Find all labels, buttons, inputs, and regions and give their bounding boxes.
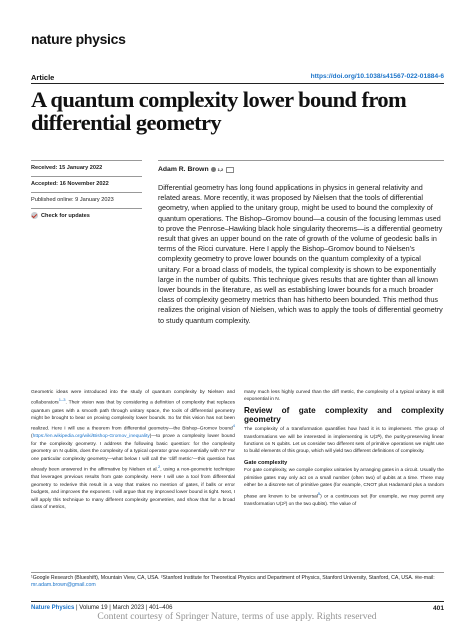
meta-divider <box>31 160 142 161</box>
citation[interactable]: 4 <box>232 423 235 429</box>
footer-rule <box>31 601 444 602</box>
footnote-divider <box>31 572 444 573</box>
published-date: Published online: 9 January 2023 <box>31 197 114 203</box>
journal-footer: Nature Physics | Volume 19 | March 2023 | 401–406 <box>31 605 173 611</box>
abstract: Differential geometry has long found applications in physics in general relativity and related areas. More recently, it was proposed by Nielsen that the tools of differential geometry, when applied to the unitary group, might be used to bound the complexity of quantum operations. The Bishop–Gromov bound—a cousin of the focusing lemmas used to prove the Penrose–Hawking black hole singularity theorems—is a differential geometry result that gives an upper bound on the rate of growth of the volume of geodesic balls in terms of the Ricci curvature. Here I apply the Bishop–Gromov bound to Nielsen’s complexity geometry to prove lower bounds on the quantum complexity of a typical unitary. For a broad class of models, the typical complexity is shown to be exponentially large in the number of qubits. This technique gives results that are tighter than all known lower bounds in the literature, as well as establishing lower bounds for a much broader class of complexity geometry metrics than has hitherto been bounded. This method thus realizes the original vision of Nielsen, which was to apply the tools of differential geometry to study quantum complexity. <box>158 183 443 325</box>
body-paragraph: For gate complexity, we compile complex unitaries by arranging gates in a circuit. Usually the primitive gates may only act on a small number (often two) of qubits at a time. There may either be a discrete set of primitive gates (for example, CNOT plus Hadamard plus a random phase are known to be universal$^5$) or a continuous set (for example, we may permit any transformation U(2²) on the two qubits). The value of <box>244 468 444 507</box>
body-column-left <box>31 389 235 512</box>
orcid-icon[interactable] <box>211 167 216 172</box>
affiliation-footnote: ¹Google Research (Blueshift), Mountain View, CA, USA. ²Stanford Institute for Theoretical Physics and Department of Physics, Stanford University, Stanford, CA, USA. ✉e-mail: mr.adam.brown@gmail.com <box>31 575 435 589</box>
body-paragraph: Geometric ideas were introduced into the study of quantum complexity by Nielsen and collaborators$^{1-3}$. Their vision was that by considering a definition of complexity that replaces quantum gates with a smooth path through unitary space, the tools of differential geometry might be brought to bear on proving complexity lower bounds. So far this vision has not been realized. Here I will use a theorem from differential geometry—the Bishop–Gromov bound$^4$ (https://en.wikipedia.org/wiki/Bishop-Gromov_inequality)—to prove a complexity lower bound for the complexity geometry. I address the following basic question: for the complexity geometry on N qubits, does the complexity of a typical operator grow exponentially with N? For one particular complexity geometry—what below I will call the ‘cliff metric’—this question has already been answered in the affirmative by Nielsen et al.$^2$, using a non-geometric technique that leverages previous results from gate complexity. Here I will use a tool from differential geometry to rederive this result in a way that makes no mention of gates, if balls or error budgets, and improves the exponent. I will argue that my improved lower bound is tight. Next, I will apply this technique to many different complexity geometries, and show that for a broad class of metrics, <box>31 390 235 511</box>
author-email-link[interactable]: mr.adam.brown@gmail.com <box>31 582 96 589</box>
article-type-label: Article <box>31 73 55 82</box>
citation[interactable]: 1–3 <box>58 397 66 403</box>
check-updates-icon <box>31 212 38 219</box>
check-updates-label: Check for updates <box>41 212 90 219</box>
meta-divider <box>31 176 142 177</box>
citation[interactable]: 5 <box>317 490 321 496</box>
email-icon: ✉ <box>414 575 420 581</box>
author-divider <box>158 160 444 161</box>
author-affiliation: 1,2 <box>217 167 224 172</box>
meta-divider <box>31 208 142 209</box>
header-rule <box>31 83 444 84</box>
watermark: Content courtesy of Springer Nature, terms of use apply. Rights reserved <box>97 611 377 622</box>
received-date: Received: 15 January 2022 <box>31 165 103 171</box>
check-updates-button[interactable] <box>31 212 90 219</box>
wiki-link[interactable]: https://en.wikipedia.org/wiki/Bishop-Gromov_inequality <box>32 434 150 440</box>
subsection-heading: Gate complexity <box>244 459 288 466</box>
page-number: 401 <box>432 605 444 612</box>
author-name: Adam R. Brown <box>158 166 209 173</box>
citation[interactable]: 2 <box>157 464 161 470</box>
section-heading: Review of gate complexity and complexity geometry <box>244 405 444 424</box>
doi-link[interactable]: https://doi.org/10.1038/s41567-022-01884-6 <box>310 73 444 80</box>
accepted-date: Accepted: 16 November 2022 <box>31 181 109 187</box>
meta-divider <box>31 192 142 193</box>
article-title: A quantum complexity lower bound from differential geometry <box>31 87 407 135</box>
body-paragraph: many much less highly curved than the cliff metric, the complexity of a typical unitary is still exponential in N. <box>244 390 444 403</box>
journal-brand: nature physics <box>31 31 126 47</box>
author-line <box>158 166 234 173</box>
body-paragraph: The complexity of a transformation quantifies how hard it is to implement. The group of transformations we will be interested in implementing is U(2ᴺ), the purity-preserving linear functions on N qubits. Let us consider two different sets of primitive operations we might use to build elements of this group, which will yield two different definitions of complexity. <box>244 427 444 455</box>
body-column-right <box>244 389 444 508</box>
footer-journal-link[interactable]: Nature Physics <box>31 605 75 611</box>
email-icon[interactable] <box>226 167 234 173</box>
